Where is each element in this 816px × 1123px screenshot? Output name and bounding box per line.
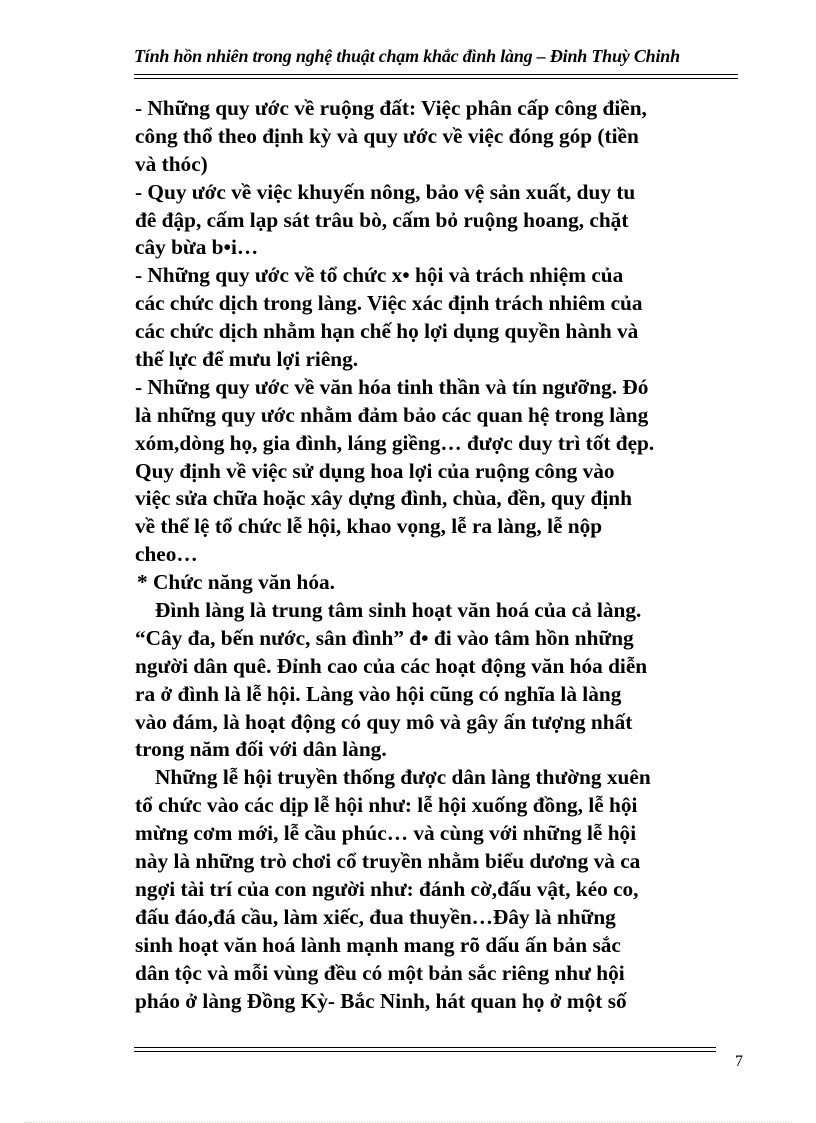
text-line: mừng cơm mới, lễ cầu phúc… và cùng với những lễ hội (135, 821, 637, 846)
text-line: tổ chức vào các dịp lễ hội như: lễ hội xuống đồng, lễ hội (135, 793, 638, 818)
text-line: ra ở đình là lễ hội. Làng vào hội cũng có nghĩa là làng (135, 681, 622, 706)
text-line: về thể lệ tổ chức lễ hội, khao vọng, lễ ra làng, lễ nộp (135, 514, 603, 539)
text-line: đê đập, cấm lạp sát trâu bò, cấm bỏ ruộng hoang, chặt (135, 207, 629, 232)
text-line: thế lực để mưu lợi riêng. (135, 347, 359, 372)
text-line: việc sửa chữa hoặc xây dựng đình, chùa, đền, quy định (135, 486, 632, 511)
text-line: trong năm đối với dân làng. (135, 737, 387, 762)
page-number: 7 (735, 1053, 743, 1070)
text-line: Đình làng là trung tâm sinh hoạt văn hoá của cả làng. (155, 598, 642, 623)
text-line: ngợi tài trí của con người như: đánh cờ,đấu vật, kéo co, (135, 876, 639, 901)
text-line: - Những quy ước về văn hóa tinh thần và tín ngưỡng. Đó (135, 374, 649, 399)
page-body (135, 95, 735, 1015)
text-line: - Những quy ước về ruộng đất: Việc phân cấp công điền, (135, 96, 647, 120)
text-line: sinh hoạt văn hoá lành mạnh mang rõ dấu ấn bản sắc (135, 932, 621, 957)
footer-rule-bottom (134, 1051, 716, 1052)
text-line: cây bừa b•i… (135, 235, 259, 260)
header-rule-bottom (134, 78, 738, 79)
text-line: pháo ở làng Đồng Kỳ- Bắc Ninh, hát quan họ ở một số (135, 988, 627, 1013)
text-line: và thóc) (135, 151, 208, 176)
text-line: các chức dịch trong làng. Việc xác định trách nhiêm của (135, 291, 643, 316)
text-line: - Quy ước về việc khuyến nông, bảo vệ sản xuất, duy tu (135, 179, 636, 204)
text-line: này là những trò chơi cổ truyền nhằm biểu dương và ca (135, 849, 641, 874)
text-line: “Cây đa, bến nước, sân đình” đ• đi vào tâm hồn những (135, 625, 634, 650)
section-heading: * Chức năng văn hóa. (137, 570, 335, 595)
text-line: Những lễ hội truyền thống được dân làng thường xuên (155, 765, 651, 790)
text-line: người dân quê. Đỉnh cao của các hoạt động văn hóa diễn (135, 653, 648, 678)
text-line: xóm,dòng họ, gia đình, láng giềng… được duy trì tốt đẹp. (135, 430, 655, 455)
text-line: đấu đáo,đá cầu, làm xiếc, đua thuyền…Đây là những (135, 904, 616, 929)
footer-rule-top (134, 1047, 716, 1048)
header-rule-top (134, 74, 738, 75)
text-line: dân tộc và mỗi vùng đều có một bản sắc riêng như hội (135, 960, 625, 985)
text-line: là những quy ước nhằm đảm bảo các quan hệ trong làng (135, 402, 649, 427)
text-line: các chức dịch nhằm hạn chế họ lợi dụng quyền hành và (135, 319, 639, 344)
header-title: Tính hồn nhiên trong nghệ thuật chạm khắc đình làng – Đinh Thuỳ Chinh (134, 46, 680, 66)
text-line: - Những quy ước về tổ chức x• hội và trách nhiệm của (135, 263, 624, 288)
text-line: Quy định về việc sử dụng hoa lợi của ruộng công vào (135, 458, 615, 483)
text-line: công thổ theo định kỳ và quy ước về việc đóng góp (tiền (135, 123, 639, 148)
text-line: vào đám, là hoạt động có quy mô và gây ấn tượng nhất (135, 709, 633, 734)
text-line: cheo… (135, 542, 198, 567)
